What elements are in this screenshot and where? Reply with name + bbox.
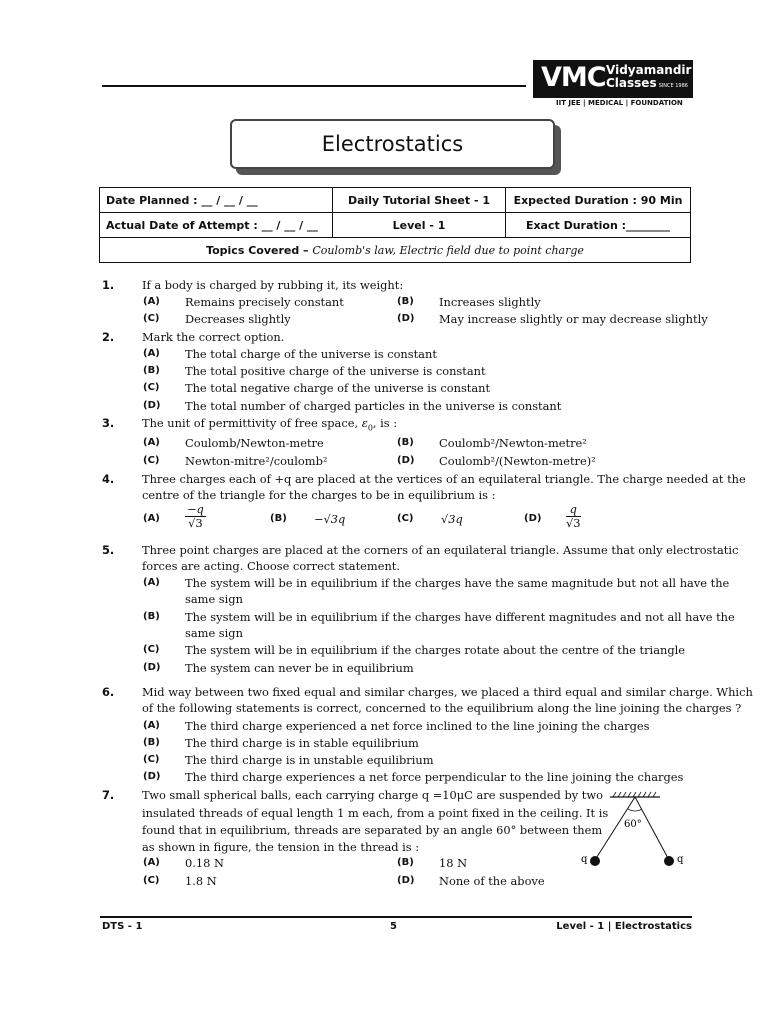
- page-title: Electrostatics: [230, 119, 555, 169]
- logo-tagline: IIT JEE | MEDICAL | FOUNDATION: [556, 99, 683, 107]
- suspended-charges-figure: [578, 788, 688, 868]
- expected-duration: Expected Duration : 90 Min: [506, 188, 691, 213]
- logo-main: VMC: [541, 62, 606, 93]
- header-rule: [102, 85, 526, 87]
- charge-ball-left: [590, 856, 600, 866]
- exact-duration: Exact Duration :________: [506, 213, 691, 238]
- vmc-logo: [533, 60, 693, 98]
- date-planned: Date Planned : __ / __ / __: [100, 188, 333, 213]
- charge-label-right: q: [677, 854, 684, 865]
- angle-label: 60°: [624, 819, 642, 830]
- angle-arc: [628, 809, 642, 811]
- daily-sheet: Daily Tutorial Sheet - 1: [333, 188, 506, 213]
- footer-section: Level - 1 | Electrostatics: [556, 921, 692, 932]
- ceiling-hatch: [613, 792, 656, 797]
- footer-rule: [100, 916, 692, 918]
- actual-date: Actual Date of Attempt : __ / __ / __: [100, 213, 333, 238]
- topics-covered: Topics Covered – Coulomb's law, Electric field due to point charge: [100, 238, 691, 263]
- charge-label-left: q: [581, 854, 588, 865]
- info-table: [99, 187, 691, 263]
- charge-ball-right: [664, 856, 674, 866]
- footer-page-number: 5: [390, 921, 397, 932]
- footer-sheet-id: DTS - 1: [102, 921, 143, 932]
- level: Level - 1: [333, 213, 506, 238]
- logo-name: Vidyamandir Classes SINCE 1986: [606, 63, 692, 90]
